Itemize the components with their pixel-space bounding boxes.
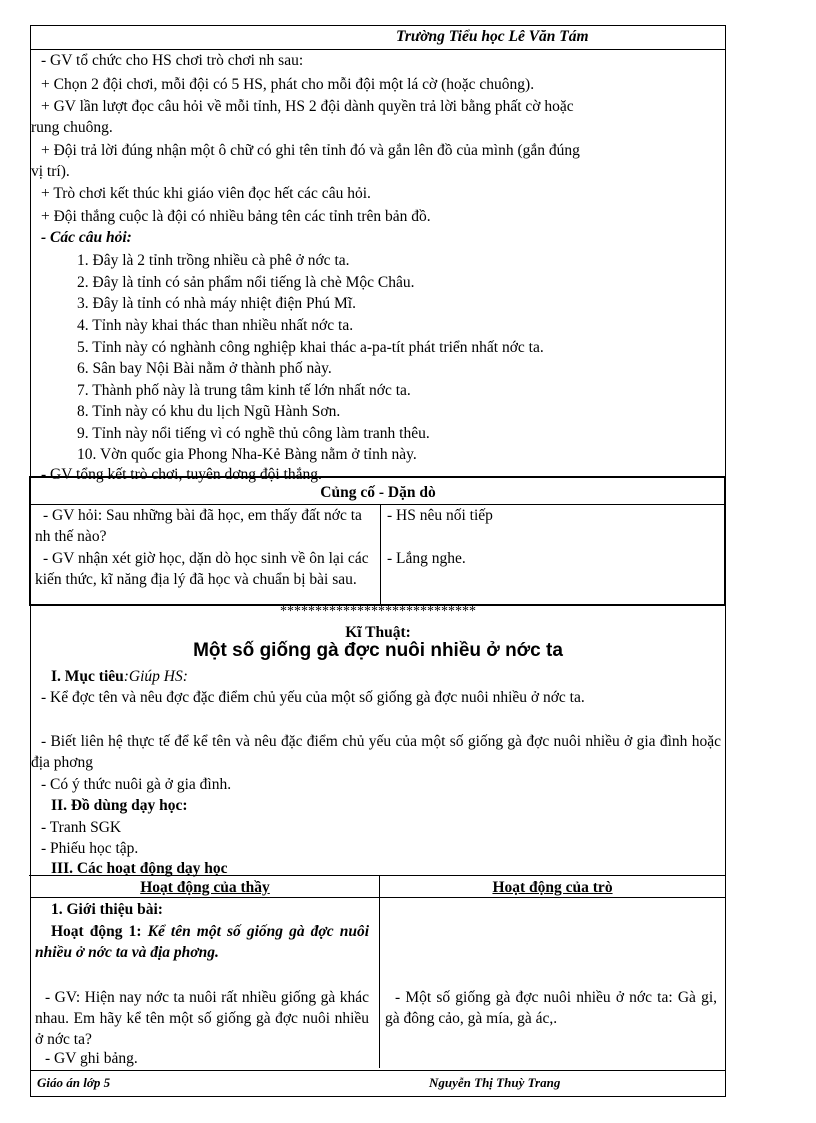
- objective-item: - Có ý thức nuôi gà ở gia đình.: [41, 776, 232, 793]
- question-item: 7. Thành phố này là trung tâm kinh tế lớn nhất nớc ta.: [77, 382, 411, 399]
- game-rule: rung chuông.: [31, 119, 113, 136]
- consolidate-student-answer: - HS nêu nối tiếp: [387, 507, 493, 524]
- objective-item: - Kể đợc tên và nêu đợc đặc điểm chủ yếu của một số giống gà đợc nuôi nhiều ở nớc ta.: [41, 689, 585, 706]
- question-item: 4. Tỉnh này khai thác than nhiều nhất nớc ta.: [77, 317, 354, 334]
- footer-class: Giáo án lớp 5: [37, 1075, 111, 1090]
- lesson-subject: Kĩ Thuật:: [345, 624, 411, 641]
- game-rule: + Đội thắng cuộc là đội có nhiều bảng tên các tỉnh trên bản đồ.: [41, 208, 431, 225]
- activities-heading: III. Các hoạt động dạy học: [51, 860, 228, 877]
- col-teacher-header: Hoạt động của thầy: [140, 879, 270, 896]
- consolidate-title: Củng cố - Dặn dò: [320, 484, 436, 501]
- lesson-title: Một số giống gà đợc nuôi nhiều ở nớc ta: [193, 640, 563, 661]
- footer-rule: [31, 1070, 725, 1071]
- question-item: 8. Tỉnh này có khu du lịch Ngũ Hành Sơn.: [77, 403, 341, 420]
- material-item: - Phiếu học tập.: [41, 840, 139, 857]
- objectives-help: :Giúp HS:: [123, 668, 188, 685]
- school-name: Trường Tiểu học Lê Văn Tám: [396, 28, 589, 45]
- question-item: 9. Tỉnh này nổi tiếng vì có nghề thủ công làm tranh thêu.: [77, 425, 430, 442]
- consolidate-student-listen: - Lắng nghe.: [387, 550, 466, 567]
- material-item: - Tranh SGK: [41, 819, 122, 836]
- activity-column-divider: [379, 875, 380, 1068]
- question-item: 3. Đây là tỉnh có nhà máy nhiệt điện Phú Mĩ.: [77, 295, 356, 312]
- game-rule: + Trò chơi kết thúc khi giáo viên đọc hết các câu hỏi.: [41, 185, 371, 202]
- section-divider: ****************************: [280, 604, 476, 619]
- consolidate-column-divider: [380, 504, 381, 605]
- question-item: 2. Đây là tỉnh có sản phẩm nổi tiếng là chè Mộc Châu.: [77, 274, 415, 291]
- teacher-note: - GV ghi bảng.: [45, 1050, 138, 1067]
- question-item: 5. Tỉnh này có nghành công nghiệp khai thác a-pa-tít phát triển nhất nớc ta.: [77, 339, 544, 356]
- game-rule: vị trí).: [31, 163, 70, 180]
- game-rule: + GV lần lượt đọc câu hỏi về mỗi tỉnh, HS 2 đội dành quyền trả lời bằng phất cờ hoặc: [41, 98, 574, 115]
- game-intro: - GV tổ chức cho HS chơi trò chơi nh sau:: [41, 52, 304, 69]
- consolidate-teacher-question: - GV hỏi: Sau những bài đã học, em thấy đất nớc ta nh thế nào?: [35, 507, 362, 545]
- document-page: [30, 25, 726, 1097]
- questions-label: - Các câu hỏi:: [41, 229, 132, 246]
- activity1-text: Kể tên một số giống gà đợc nuôi nhiều ở nớc ta và địa phơng.: [35, 923, 369, 961]
- activity1-title: [35, 921, 369, 963]
- activity1-label: Hoạt động 1:: [51, 923, 142, 940]
- footer-author: Nguyễn Thị Thuỳ Trang: [429, 1075, 561, 1090]
- materials-heading: II. Đồ dùng dạy học:: [51, 797, 188, 814]
- game-summary: - GV tổng kết trò chơi, tuyên dơng đội thắng.: [41, 466, 322, 483]
- student-answer: - Một số giống gà đợc nuôi nhiều ở nớc ta: Gà gi, gà đông cảo, gà mía, gà ác,.: [385, 989, 717, 1027]
- consolidate-teacher-wrapup: - GV nhận xét giờ học, dặn dò học sinh về ôn lại các kiến thức, kĩ năng địa lý đã học và chuẩn bị bài sau.: [35, 550, 369, 588]
- objectives-heading: I. Mục tiêu: [51, 668, 124, 685]
- col-student-header: Hoạt động của trò: [492, 879, 613, 896]
- teacher-prompt: - GV: Hiện nay nớc ta nuôi rất nhiều giống gà khác nhau. Em hãy kể tên một số giống gà đợc nuôi nhiều ở nớc ta?: [35, 989, 369, 1048]
- activity-header-rule: [31, 897, 725, 898]
- game-rule: + Đội trả lời đúng nhận một ô chữ có ghi tên tỉnh đó và gắn lên đồ của mình (gắn đúng: [41, 142, 580, 159]
- intro-heading: 1. Giới thiệu bài:: [51, 901, 163, 918]
- question-item: 1. Đây là 2 tỉnh trồng nhiều cà phê ở nớc ta.: [77, 252, 350, 269]
- objective-item: - Biết liên hệ thực tế để kể tên và nêu đặc điểm chủ yếu của một số giống gà đợc nuôi nhiều ở gia đình hoặc địa phơng: [31, 733, 721, 771]
- question-item: 6. Sân bay Nội Bài nằm ở thành phố này.: [77, 360, 332, 377]
- game-rule: + Chọn 2 đội chơi, mỗi đội có 5 HS, phát cho mỗi đội một lá cờ (hoặc chuông).: [41, 76, 535, 93]
- question-item: 10. Vờn quốc gia Phong Nha-Kẻ Bàng nằm ở tỉnh này.: [77, 446, 417, 463]
